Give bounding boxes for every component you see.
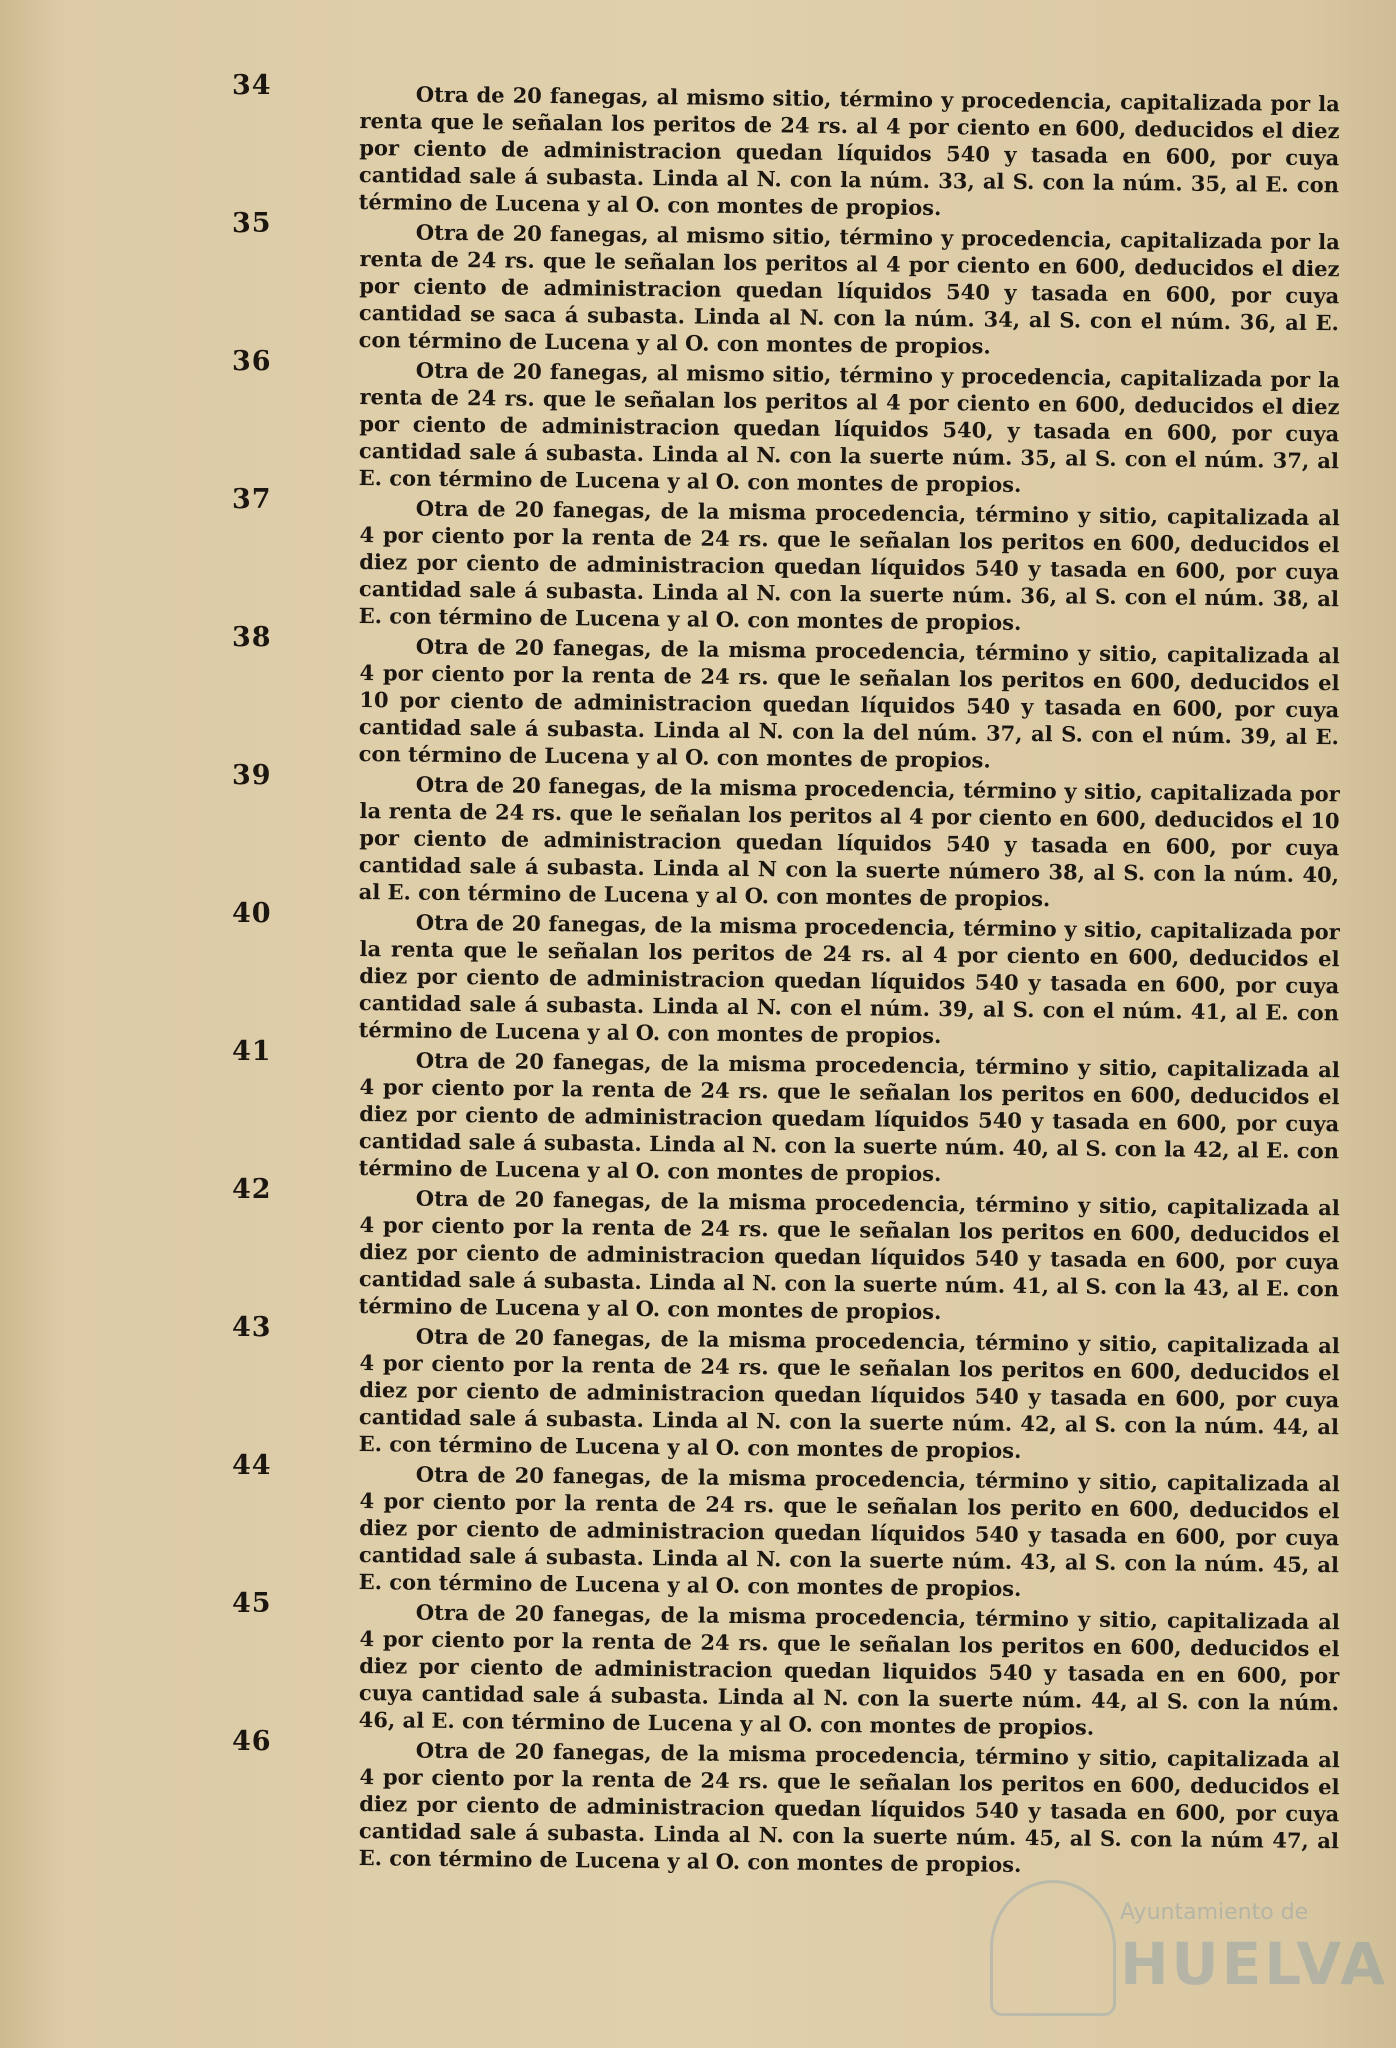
entry-41 [0, 1036, 1396, 1187]
watermark-top-text: Ayuntamiento de [1120, 1900, 1309, 1925]
entry-number: 37 [232, 484, 272, 515]
entry-text: Otra de 20 fanegas, de la misma procedencia, término y sitio, capitalizada por la renta de 24 rs. que le señalan los peritos al 4 por ciento en 600, deducidos el 10 por ciento de administracion quedan líquidos 540 y tasada en 600, por cuya cantidad sale á subasta. Linda al N con la suerte número 38, al S. con la núm. 40, al E. con término de Lucena y al O. con montes de propios. [358, 771, 1340, 912]
entry-34 [0, 70, 1396, 221]
entry-list [0, 70, 1396, 1877]
entry-text: Otra de 20 fanegas, de la misma procedencia, término y sitio, capitalizada al 4 por ciento por la renta de 24 rs. que le señalan los peritos en 600, deducidos el diez por ciento de administracion quedan líquidos 540 y tasada en 600, por cuya cantidad sale á subasta. Linda al N. con la suerte núm. 36, al S. con el núm. 38, al E. con término de Lucena y al O. con montes de propios. [358, 495, 1340, 635]
entry-number: 39 [232, 760, 272, 791]
entry-35 [0, 208, 1396, 359]
entry-number: 44 [232, 1450, 272, 1481]
entry-text: Otra de 20 fanegas, de la misma procedencia, término y sitio, capitalizada al 4 por ciento por la renta de 24 rs. que le señalan los peritos en 600, deducidos el diez por ciento de administracion quedan líquidos 540 y tasada en 600, por cuya cantidad sale á subasta. Linda al N. con la suerte núm. 41, al S. con la 43, al E. con término de Lucena y al O. con montes de propios. [358, 1185, 1340, 1325]
city-crest-icon [990, 1880, 1116, 2016]
watermark-city-text: HUELVA [1120, 1930, 1389, 1998]
entry-46 [0, 1726, 1396, 1877]
entry-43 [0, 1312, 1396, 1463]
entry-37 [0, 484, 1396, 635]
entry-text: Otra de 20 fanegas, de la misma procedencia, término y sitio, capitalizada al 4 por ciento por la renta de 24 rs. que le señalan los peritos en 600, deducidos el diez por ciento de administracion quedan liquidos 540 y tasada en en 600, por cuya cantidad sale á subasta. Linda al N. con la suerte núm. 44, al S. con la núm. 46, al E. con término de Lucena y al O. con montes de propios. [358, 1599, 1340, 1740]
entry-number: 40 [232, 898, 272, 929]
entry-text: Otra de 20 fanegas, de la misma procedencia, término y sitio, capitalizada al 4 por ciento por la renta de 24 rs. que le señalan los peritos en 600, deducidos el 10 por ciento de administracion quedan líquidos 540 y tasada en 600, por cuya cantidad sale á subasta. Linda al N. con la del núm. 37, al S. con el núm. 39, al E. con término de Lucena y al O. con montes de propios. [358, 633, 1340, 773]
entry-number: 43 [232, 1312, 272, 1343]
entry-36 [0, 346, 1396, 497]
entry-number: 35 [232, 208, 272, 239]
entry-number: 46 [232, 1726, 272, 1757]
entry-number: 42 [232, 1174, 272, 1205]
entry-text: Otra de 20 fanegas, de la misma procedencia, término y sitio, capitalizada al 4 por ciento por la renta de 24 rs. que le señalan los peritos en 600, deducidos el diez por ciento de administracion quedan líquidos 540 y tasada en 600, por cuya cantidad sale á subasta. Linda al N. con la suerte núm. 45, al S. con la núm 47, al E. con término de Lucena y al O. con montes de propios. [358, 1737, 1340, 1877]
watermark-seal [990, 1880, 1389, 2020]
entry-number: 36 [232, 346, 272, 377]
entry-text: Otra de 20 fanegas, al mismo sitio, término y procedencia, capitalizada por la renta de 24 rs. que le señalan los peritos al 4 por ciento en 600, deducidos el diez por ciento de administracion quedan líquidos 540, y tasada en 600, por cuya cantidad sale á subasta. Linda al N. con la suerte núm. 35, al S. con el núm. 37, al E. con término de Lucena y al O. con montes de propios. [358, 357, 1340, 497]
entry-text: Otra de 20 fanegas, de la misma procedencia, término y sitio, capitalizada por la renta que le señalan los peritos de 24 rs. al 4 por ciento en 600, deducidos el diez por ciento de administracion quedan líquidos 540 y tasada en 600, por cuya cantidad sale á subasta. Linda al N. con el núm. 39, al S. con el núm. 41, al E. con término de Lucena y al O. con montes de propios. [358, 909, 1340, 1049]
entry-45 [0, 1588, 1396, 1740]
entry-number: 41 [232, 1036, 272, 1067]
entry-39 [0, 760, 1396, 912]
entry-40 [0, 898, 1396, 1049]
entry-text: Otra de 20 fanegas, de la misma procedencia, término y sitio, capitalizada al 4 por ciento por la renta de 24 rs. que le señalan los peritos en 600, deducidos el diez por ciento de administracion quedam líquidos 540 y tasada en 600, por cuya cantidad sale á subasta. Linda al N. con la suerte núm. 40, al S. con la 42, al E. con término de Lucena y al O. con montes de propios. [358, 1047, 1340, 1187]
entry-text: Otra de 20 fanegas, de la misma procedencia, término y sitio, capitalizada al 4 por ciento por la renta de 24 rs. que le señalan los perito en 600, deducidos el diez por ciento de administracion quedan líquidos 540 y tasada en 600, por cuya cantidad sale á subasta. Linda al N. con la suerte núm. 43, al S. con la núm. 45, al E. con término de Lucena y al O. con montes de propios. [358, 1461, 1340, 1601]
entry-42 [0, 1174, 1396, 1325]
entry-38 [0, 622, 1396, 773]
entry-text: Otra de 20 fanegas, al mismo sitio, término y procedencia, capitalizada por la renta de 24 rs. que le señalan los peritos al 4 por ciento en 600, deducidos el diez por ciento de administracion quedan líquidos 540 y tasada en 600, por cuya cantidad se saca á subasta. Linda al N. con la núm. 34, al S. con el núm. 36, al E. con término de Lucena y al O. con montes de propios. [358, 219, 1340, 359]
entry-44 [0, 1450, 1396, 1601]
entry-number: 34 [232, 70, 272, 101]
entry-text: Otra de 20 fanegas, al mismo sitio, término y procedencia, capitalizada por la renta que le señalan los peritos de 24 rs. al 4 por ciento en 600, deducidos el diez por ciento de administracion quedan líquidos 540 y tasada en 600, por cuya cantidad sale á subasta. Linda al N. con la núm. 33, al S. con la núm. 35, al E. con término de Lucena y al O. con montes de propios. [358, 81, 1340, 221]
entry-number: 38 [232, 622, 272, 653]
entry-text: Otra de 20 fanegas, de la misma procedencia, término y sitio, capitalizada al 4 por ciento por la renta de 24 rs. que le señalan los peritos en 600, deducidos el diez por ciento de administracion quedan líquidos 540 y tasada en 600, por cuya cantidad sale á subasta. Linda al N. con la suerte núm. 42, al S. con la núm. 44, al E. con término de Lucena y al O. con montes de propios. [358, 1323, 1340, 1463]
entry-number: 45 [232, 1588, 272, 1619]
